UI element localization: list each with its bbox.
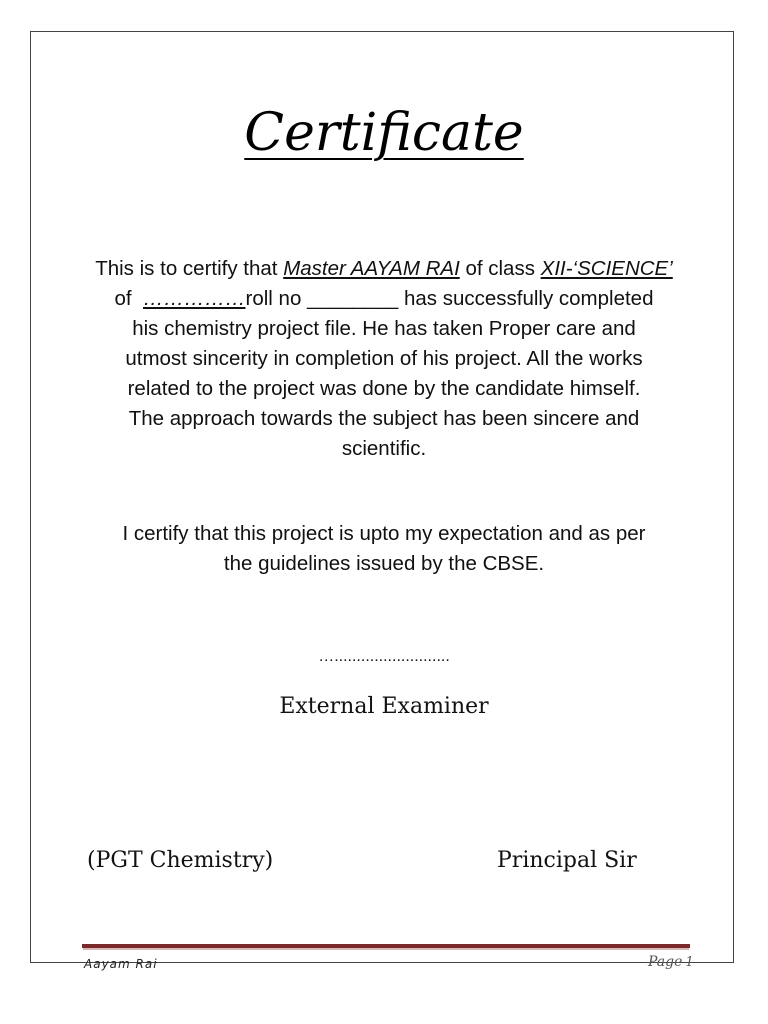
paragraph-line: the guidelines issued by the CBSE. [223,552,545,575]
title-text: Certificate [244,103,524,163]
student-class: XII-‘SCIENCE’ [540,257,673,280]
paragraph-line: The approach towards the subject has been sincere and [128,407,640,430]
text-fragment: of [114,287,144,310]
text-fragment: of class [459,257,541,280]
page-label: Page [648,954,683,970]
paragraph-line: his chemistry project file. He has taken Proper care and [132,317,636,340]
paragraph-line [70,254,698,284]
certificate-title [0,98,768,168]
page-number: 1 [685,955,694,970]
principal-label: Principal Sir [497,848,637,873]
certification-paragraph [70,254,698,464]
school-blank: …………… [143,287,246,310]
footer-divider [82,944,690,948]
paragraph-line: related to the project was done by the candidate himself. [127,377,641,400]
pgt-chemistry-label: (PGT Chemistry) [87,848,274,873]
text-fragment: roll no ________ has successfully completed [245,287,654,310]
text-fragment: This is to certify that [95,257,284,280]
paragraph-line: I certify that this project is upto my expectation and as per [122,522,646,545]
paragraph-line: utmost sincerity in completion of his project. All the works [125,347,643,370]
signature-line: ….......................... [318,648,450,665]
paragraph-line: scientific. [341,437,427,460]
footer-page-number [648,954,694,970]
expectation-paragraph [70,519,698,579]
footer-author: Aayam Rai [84,957,158,971]
paragraph-line [70,284,698,314]
student-name: Master AAYAM RAI [283,257,460,280]
page-border [30,31,734,963]
external-examiner-label: External Examiner [279,694,489,719]
